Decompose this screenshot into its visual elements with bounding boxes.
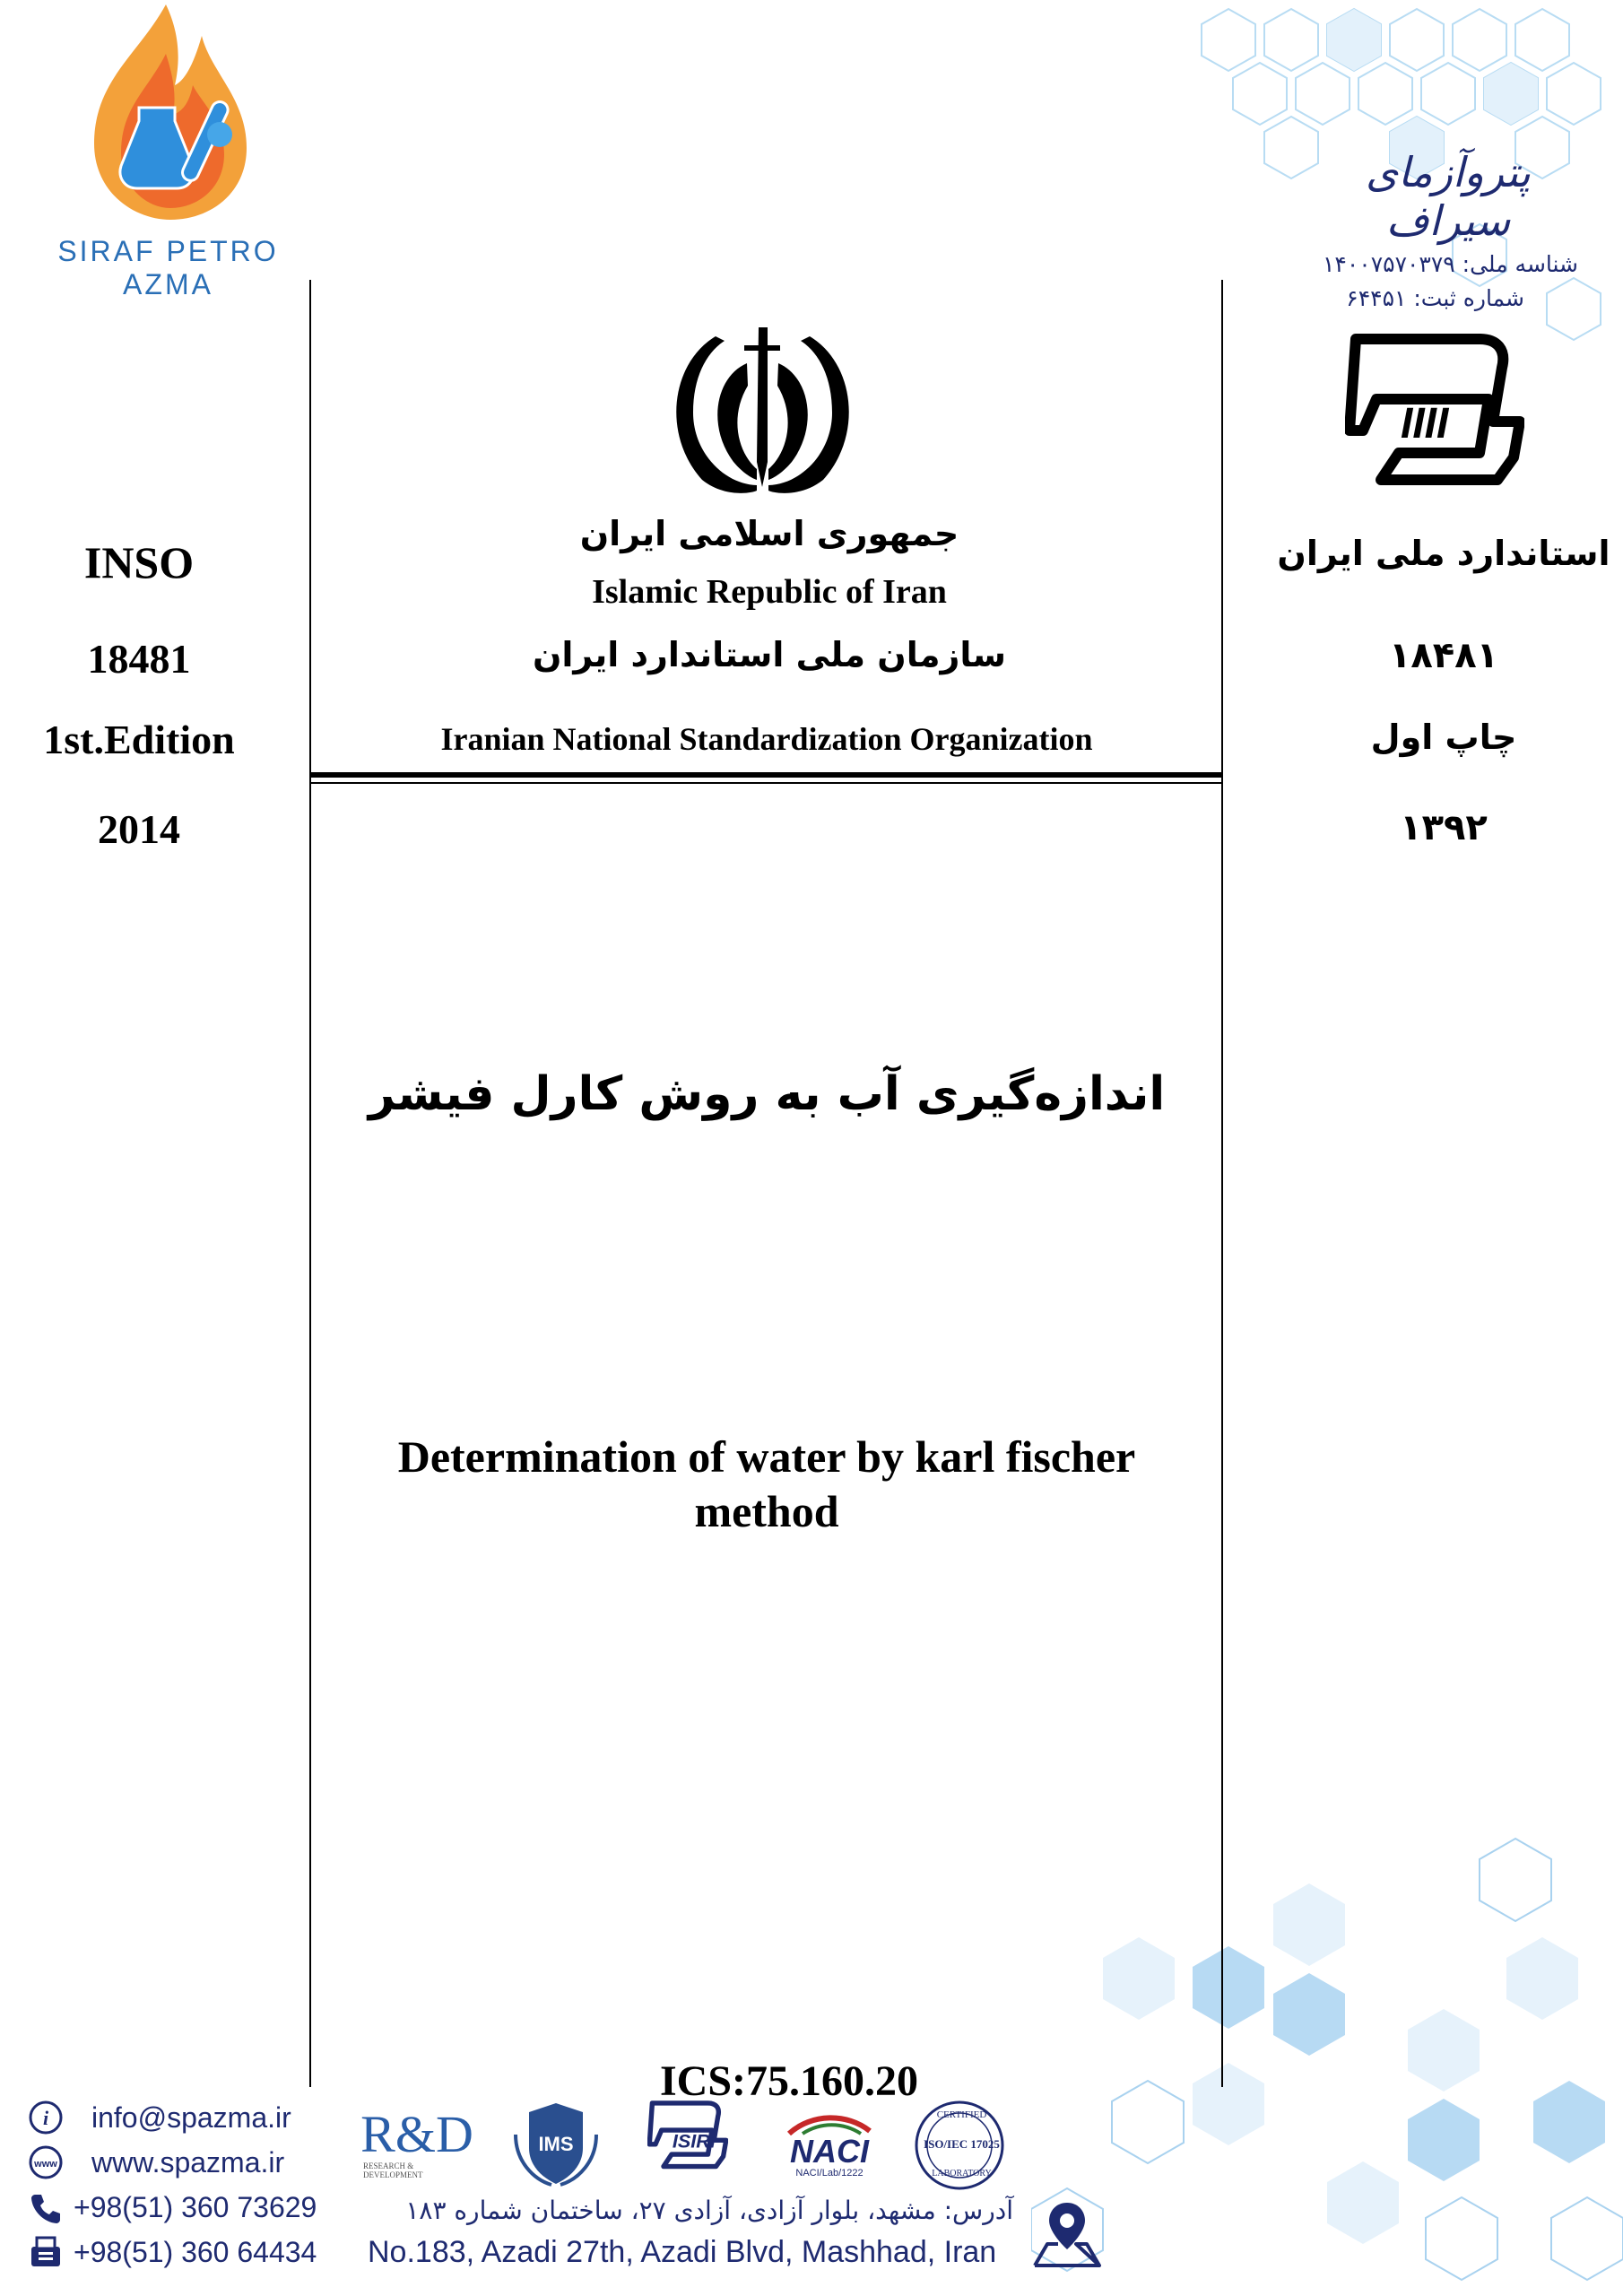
info-icon: [27, 2099, 65, 2136]
ims-badge-text: IMS: [538, 2133, 574, 2155]
iso-badge-text: ISO/IEC 17025: [924, 2137, 1000, 2151]
iso-17025-badge: [910, 2099, 1013, 2193]
frame-left-line: [309, 280, 311, 2087]
phone-icon: [27, 2188, 65, 2226]
map-location-icon: [1031, 2199, 1103, 2271]
globe-icon: [27, 2144, 65, 2181]
naci-badge-text: NACI: [790, 2133, 869, 2170]
iso-badge-top-text: CERTIFIED: [936, 2109, 987, 2120]
rd-badge: [360, 2099, 473, 2188]
standard-title-fa: استاندارد ملی ایران: [1277, 534, 1610, 573]
website-text[interactable]: www.spazma.ir: [91, 2145, 285, 2179]
document-title-fa: اندازه‌گیری آب به روش کارل فیشر: [368, 1067, 1166, 1121]
address-fa: آدرس: مشهد، بلوار آزادی، آزادی ۲۷، ساختمان شماره ۱۸۳: [405, 2196, 1013, 2225]
isiri-badge-icon: [647, 2099, 728, 2170]
naci-badge: [780, 2099, 879, 2188]
naci-badge-subtext: NACI/Lab/1222: [795, 2168, 864, 2179]
svg-text:i: i: [42, 2107, 49, 2129]
iran-emblem-icon: [662, 327, 864, 498]
company-registration: شماره ثبت: ۶۴۴۵۱: [1346, 285, 1524, 311]
republic-name-fa: جمهوری اسلامی ایران: [579, 514, 959, 553]
document-title-en-line2: method: [694, 1486, 839, 1536]
website-row[interactable]: [27, 2144, 284, 2181]
frame-right-line: [1221, 280, 1223, 2087]
year-fa: ۱۳۹۲: [1400, 807, 1488, 848]
standard-code: INSO: [83, 537, 195, 587]
phone1-text[interactable]: +98(51) 360 73629: [74, 2190, 317, 2223]
phone2-row[interactable]: [27, 2233, 317, 2271]
fax-icon: [27, 2233, 65, 2271]
company-name-en: SIRAF PETRO AZMA: [57, 235, 279, 300]
edition-en: 1st.Edition: [43, 717, 235, 762]
organization-name-fa: سازمان ملی استاندارد ایران: [532, 635, 1007, 674]
standard-number-fa: ۱۸۴۸۱: [1388, 635, 1499, 676]
standard-number-en: 18481: [87, 636, 191, 682]
isiri-standard-logo-icon: [1345, 332, 1524, 486]
republic-name-en: Islamic Republic of Iran: [592, 573, 947, 611]
naci-swoosh-icon: [785, 2109, 874, 2135]
ims-badge-icon: [507, 2099, 605, 2188]
ics-code: ICS:75.160.20: [659, 2057, 919, 2105]
edition-fa: چاپ اول: [1370, 718, 1517, 757]
siraf-petro-azma-logo-icon: [76, 0, 265, 224]
year-en: 2014: [98, 806, 180, 852]
isiri-badge-text: ISIRI: [672, 2129, 716, 2152]
svg-text:IIII: IIII: [1401, 400, 1449, 448]
organization-name-en: Iranian National Standardization Organization: [440, 721, 1093, 757]
hexagon-pattern-bottom-right: [1031, 1812, 1623, 2296]
document-title-en-line1: Determination of water by karl fischer: [397, 1431, 1136, 1482]
address-en: No.183, Azadi 27th, Azadi Blvd, Mashhad, Iran: [368, 2235, 997, 2269]
iso-badge-bottom-text: LABORATORY: [932, 2169, 992, 2179]
phone1-row[interactable]: [27, 2188, 317, 2226]
phone2-text[interactable]: +98(51) 360 64434: [74, 2235, 317, 2268]
company-name-fa: پتروآزمای سیراف: [1366, 148, 1531, 245]
rd-badge-subtext: RESEARCH & DEVELOPMENT: [363, 2161, 423, 2179]
email-row[interactable]: [27, 2099, 291, 2136]
svg-text:www: www: [34, 2159, 57, 2170]
company-national-id: شناسه ملی: ۱۴۰۰۷۵۷۰۳۷۹: [1323, 251, 1578, 277]
header-divider-thin: [309, 782, 1223, 784]
email-text[interactable]: info@spazma.ir: [91, 2100, 291, 2134]
header-divider-thick: [309, 772, 1223, 778]
rd-badge-text: R&D: [360, 2105, 473, 2163]
